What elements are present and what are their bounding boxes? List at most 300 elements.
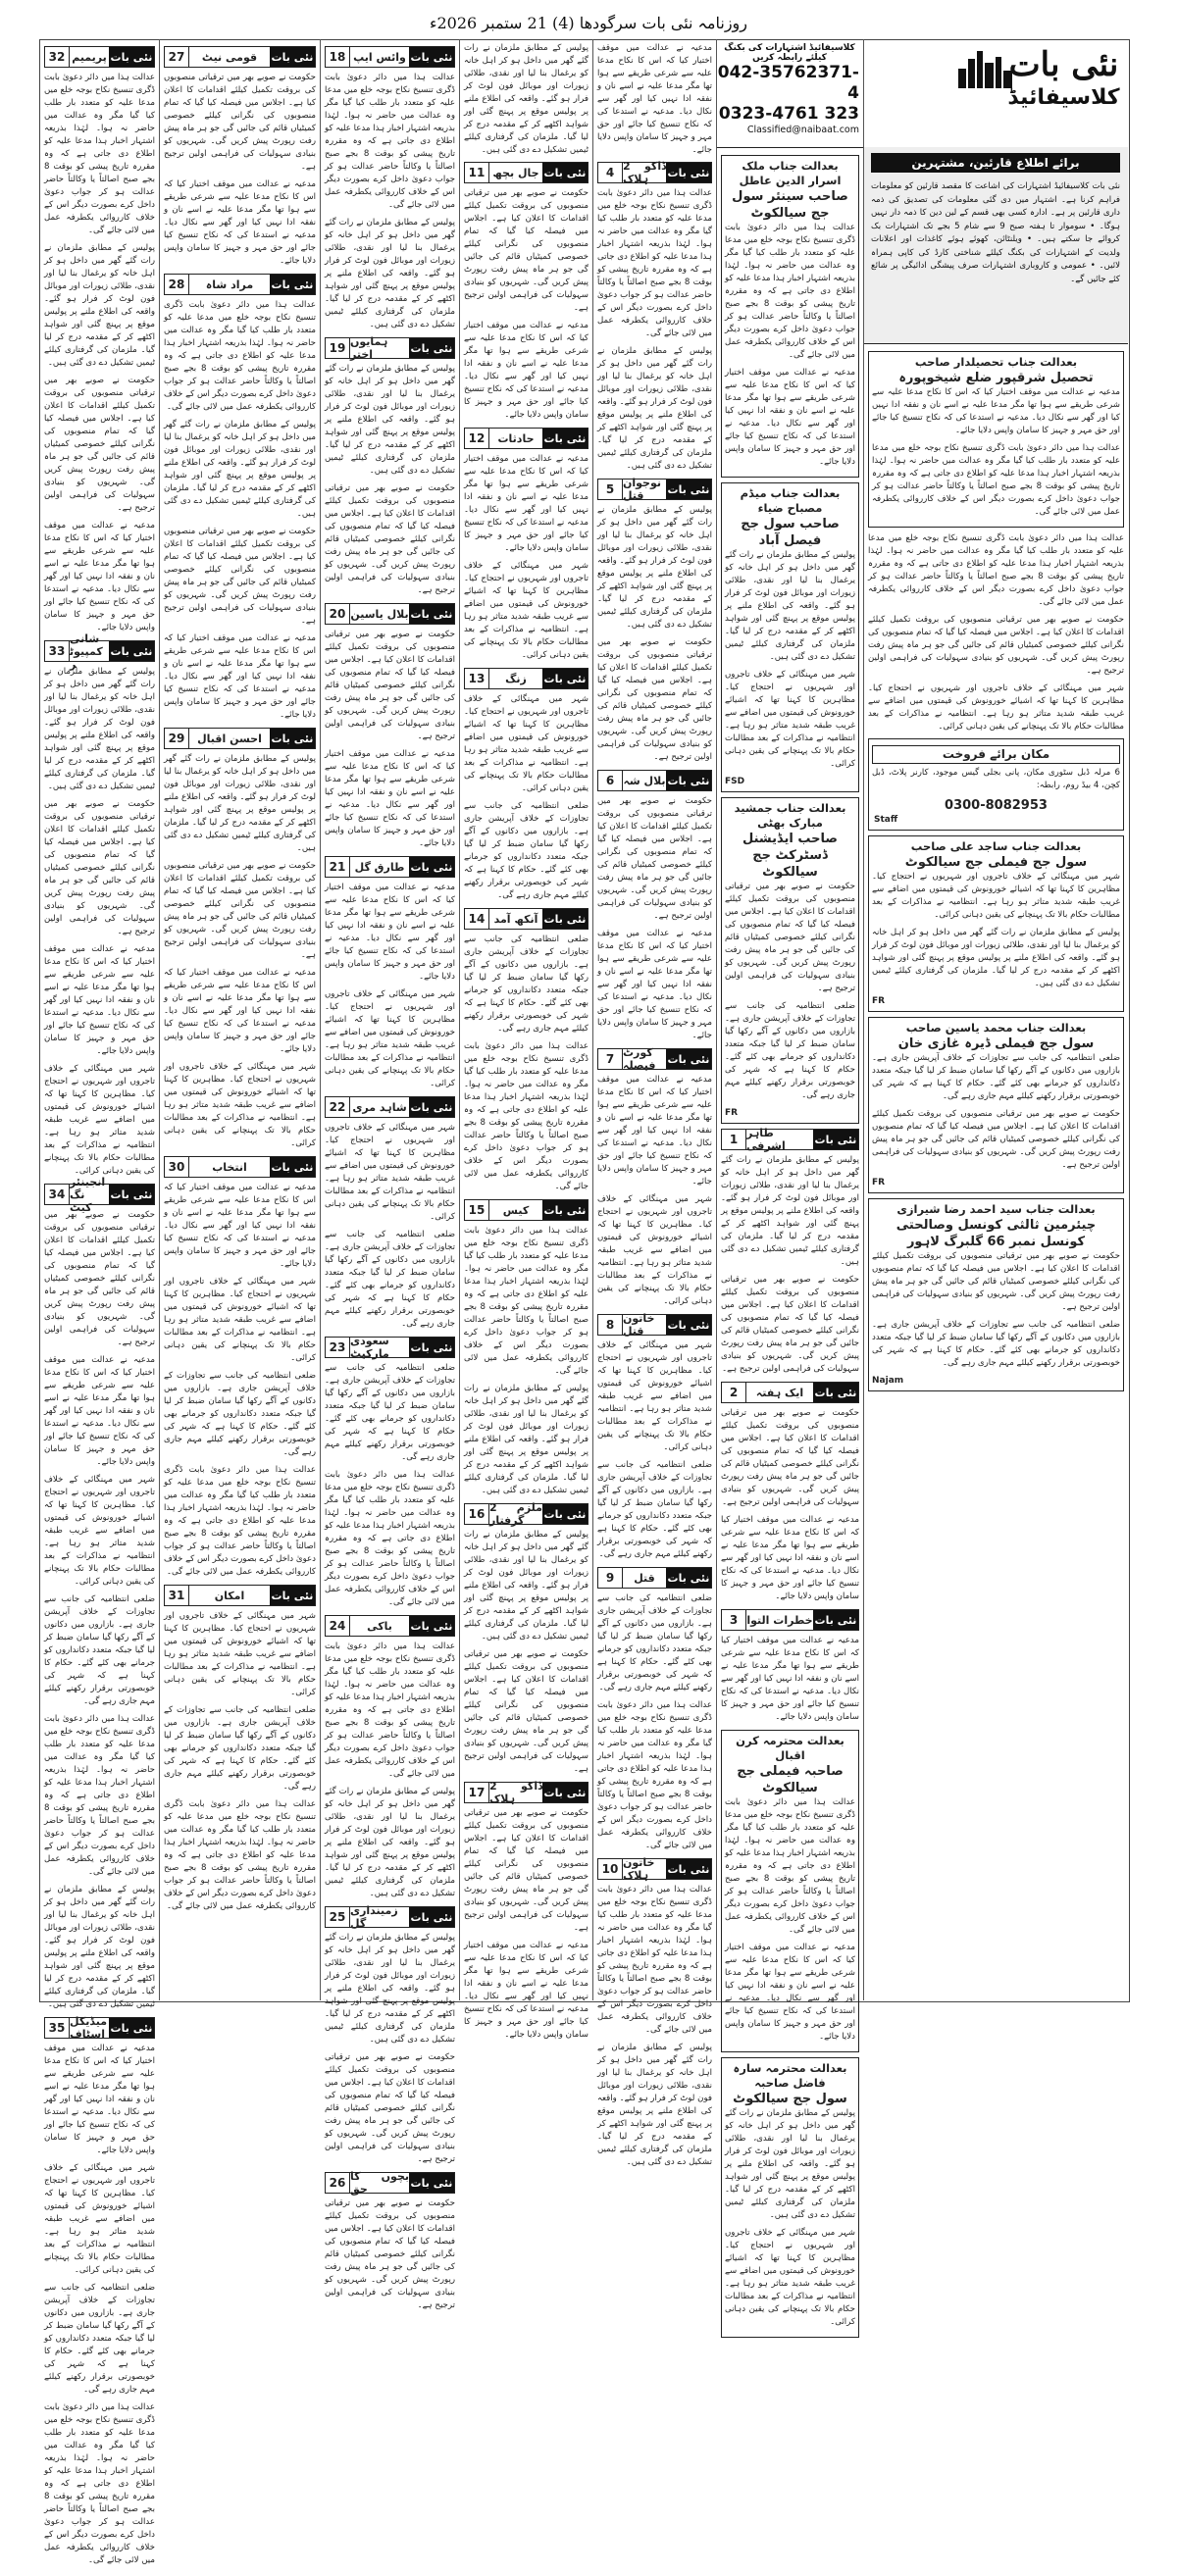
column-2 (160, 39, 320, 2000)
body-paragraph: عدالت ہذا میں دائر دعویٰ بابت ڈگری تنسیخ نکاح بوجہ خلع میں مدعا علیہ کو متعدد بار طلب کیا گیا مگر وہ عدالت میں حاضر نہ ہوا۔ لہٰذا بذریعہ اشتہار اخبار ہذا مدعا علیہ کو اطلاع دی جاتی ہے کہ وہ مقررہ تاریخ پیشی کو بوقت 8 بجے صبح اصالتاً یا وکالتاً حاضر عدالت ہو کر جواب دعویٰ داخل کرے بصورت دیگر اس کے خلاف کارروائی یکطرفہ عمل میں لائی جائے گی۔ (872, 443, 1120, 517)
body-paragraph: عدالت ہذا میں دائر دعویٰ بابت ڈگری تنسیخ نکاح بوجہ خلع میں مدعا علیہ کو متعدد بار طلب کیا گیا مگر وہ عدالت میں حاضر نہ ہوا۔ لہٰذا بذریعہ اشتہار اخبار ہذا مدعا علیہ کو اطلاع دی جاتی ہے کہ وہ مقررہ تاریخ پیشی کو بوقت 8 بجے صبح اصالتاً یا وکالتاً حاضر عدالت ہو کر جواب دعویٰ داخل کرے بصورت دیگر اس کے خلاف کارروائی یکطرفہ عمل میں لائی جائے گی۔ (464, 1226, 588, 1376)
ad-block (464, 1503, 588, 1776)
ad-header (464, 1503, 588, 1525)
ad-header (464, 1782, 588, 1803)
body-paragraph: مدعیہ نے عدالت میں موقف اختیار کیا کہ اس کا نکاح مدعا علیہ سے شرعی طریقے سے ہوا تھا مگر مدعا علیہ نے اسے نان و نفقہ ادا نہیں کیا اور گھر سے نکال دیا۔ مدعیہ نے استدعا کی کہ نکاح تنسیخ کیا جائے اور حق مہر و جہیز کا سامان واپس دلایا جائے۔ (44, 1355, 155, 1467)
ad-name: حادثات (489, 429, 542, 448)
ad-header (44, 46, 155, 68)
ad-number: 19 (326, 338, 350, 358)
ad-block (325, 1615, 455, 1900)
ad-name: کیس (489, 1200, 542, 1220)
column-1 (40, 39, 159, 2565)
ad-number: 6 (598, 771, 623, 790)
ad-brand-label: نئی بات (409, 338, 454, 358)
body-paragraph: مدعیہ نے عدالت میں موقف اختیار کیا کہ اس کا نکاح مدعا علیہ سے شرعی طریقے سے ہوا تھا مگر مدعا علیہ نے اسے نان و نفقہ ادا نہیں کیا اور گھر سے نکال دیا۔ مدعیہ نے استدعا کی کہ نکاح تنسیخ کیا جائے اور حق مہر و جہیز کا سامان واپس دلایا جائے۔ (325, 749, 455, 848)
ad-name: امکان (189, 1586, 270, 1605)
body-paragraph: عدالت ہذا میں دائر دعویٰ بابت ڈگری تنسیخ نکاح بوجہ خلع میں مدعا علیہ کو متعدد بار طلب کیا گیا مگر وہ عدالت میں حاضر نہ ہوا۔ لہٰذا بذریعہ اشتہار اخبار ہذا مدعا علیہ کو اطلاع دی جاتی ہے کہ وہ مقررہ تاریخ پیشی کو بوقت 8 بجے صبح اصالتاً یا وکالتاً حاضر عدالت ہو کر جواب دعویٰ داخل کرے بصورت دیگر اس کے خلاف کارروائی یکطرفہ عمل میں لائی جائے گی۔ (44, 73, 155, 235)
court-subtitle: تحصیل شرقپور ضلع شیخوپورہ (898, 371, 1094, 385)
ad-header (597, 479, 712, 500)
body-paragraph: مدعیہ نے عدالت میں موقف اختیار کیا کہ اس کا نکاح مدعا علیہ سے شرعی طریقے سے ہوا تھا مگر مدعا علیہ نے اسے نان و نفقہ ادا نہیں کیا اور گھر سے نکال دیا۔ مدعیہ نے استدعا کی کہ نکاح تنسیخ کیا جائے اور حق مہر و جہیز کا سامان واپس دلایا جائے۔ (164, 1183, 316, 1269)
body-paragraph: ضلعی انتظامیہ کی جانب سے تجاوزات کے خلاف آپریشن جاری ہے۔ بازاروں میں دکانوں کے آگے رکھا گیا سامان ضبط کر لیا گیا جبکہ متعدد دکانداروں کو جرمانے بھی کئے گئے۔ حکام کا کہنا ہے کہ شہر کی خوبصورتی برقرار رکھنے کیلئے مہم جاری رہے گی۔ (872, 1320, 1120, 1368)
ad-header (464, 1199, 588, 1221)
body-paragraph: عدالت ہذا میں دائر دعویٰ بابت ڈگری تنسیخ نکاح بوجہ خلع میں مدعا علیہ کو متعدد بار طلب کیا گیا مگر وہ عدالت میں حاضر نہ ہوا۔ لہٰذا بذریعہ اشتہار اخبار ہذا مدعا علیہ کو اطلاع دی جاتی ہے کہ وہ مقررہ تاریخ پیشی کو بوقت 8 بجے صبح اصالتاً یا وکالتاً حاضر عدالت ہو کر جواب دعویٰ داخل کرے بصورت دیگر اس کے خلاف کارروائی یکطرفہ عمل میں لائی جائے گی۔ (597, 1700, 712, 1850)
ad-number: 20 (326, 604, 350, 624)
reader-notice (863, 147, 1128, 344)
court-notice (721, 797, 859, 1124)
ad-number: 7 (598, 1049, 623, 1069)
ad-block (44, 631, 155, 1178)
body-paragraph: مدعیہ نے عدالت میں موقف اختیار کیا کہ اس کا نکاح مدعا علیہ سے شرعی طریقے سے ہوا تھا مگر مدعا علیہ نے اسے نان و نفقہ ادا نہیں کیا اور گھر سے نکال دیا۔ مدعیہ نے استدعا کی کہ نکاح تنسیخ کیا جائے اور حق مہر و جہیز کا سامان واپس دلایا جائے۔ (164, 968, 316, 1054)
body-paragraph: مدعیہ نے عدالت میں موقف اختیار کیا کہ اس کا نکاح مدعا علیہ سے شرعی طریقے سے ہوا تھا مگر مدعا علیہ نے اسے نان و نفقہ ادا نہیں کیا اور گھر سے نکال دیا۔ مدعیہ نے استدعا کی کہ نکاح تنسیخ کیا جائے اور حق مہر و جہیز کا سامان واپس دلایا جائے۔ (597, 43, 712, 155)
ad-brand-label: نئی بات (666, 163, 711, 182)
ad-brand-label: نئی بات (542, 1200, 588, 1220)
ad-block (325, 2172, 455, 2312)
body-paragraph: پولیس کے مطابق ملزمان نے رات گئے گھر میں داخل ہو کر اہل خانہ کو یرغمال بنا لیا اور نقدی، طلائی زیورات اور موبائل فون لوٹ کر فرار ہو گئے۔ واقعہ کی اطلاع ملنے پر پولیس موقع پر پہنچ گئی اور شواہد اکٹھے کر کے مقدمہ درج کر لیا گیا۔ ملزمان کی گرفتاری کیلئے ٹیمیں تشکیل دے دی گئی ہیں۔ (325, 218, 455, 329)
court-subtitle: چیئرمین ثالثی کونسل وصالحتی کونسل نمبر 66 گلبرگ لاہور (896, 1218, 1097, 1249)
ad-block (597, 1858, 712, 2169)
ad-name: طاہر اشرفی (746, 1130, 813, 1149)
phone-number: 042-35762371-4 (717, 63, 859, 103)
ad-name: کورٹ فیصلہ (623, 1049, 666, 1069)
body-paragraph: شہر میں مہنگائی کے خلاف تاجروں اور شہریوں نے احتجاج کیا۔ مظاہرین کا کہنا تھا کہ اشیائے خورونوش کی قیمتوں میں اضافے سے غریب طبقہ شدید متاثر ہو رہا ہے۔ انتظامیہ نے مذاکرات کے بعد مطالبات حکام بالا تک پہنچانے کی یقین دہانی کرائی۔ (44, 1064, 155, 1176)
ad-brand-label: نئی بات (409, 1097, 454, 1117)
body-paragraph: عدالت ہذا میں دائر دعویٰ بابت ڈگری تنسیخ نکاح بوجہ خلع میں مدعا علیہ کو متعدد بار طلب کیا گیا مگر وہ عدالت میں حاضر نہ ہوا۔ لہٰذا بذریعہ اشتہار اخبار ہذا مدعا علیہ کو اطلاع دی جاتی ہے کہ وہ مقررہ تاریخ پیشی کو بوقت 8 بجے صبح اصالتاً یا وکالتاً حاضر عدالت ہو کر جواب دعویٰ داخل کرے بصورت دیگر اس کے خلاف کارروائی یکطرفہ عمل میں لائی جائے گی۔ (164, 1799, 316, 1911)
ad-header (325, 856, 455, 878)
body-paragraph: حکومت نے صوبے بھر میں ترقیاتی منصوبوں کی بروقت تکمیل کیلئے اقدامات کا اعلان کیا ہے۔ اجلاس میں فیصلہ کیا گیا کہ تمام منصوبوں کی نگرانی کیلئے خصوصی کمیٹیاں قائم کی جائیں گی جو ہر ماہ پیش رفت رپورٹ پیش کریں گی۔ شہریوں کو بنیادی سہولیات کی فراہمی اولین ترجیح ہے۔ (872, 1251, 1120, 1312)
body-paragraph: شہر میں مہنگائی کے خلاف تاجروں اور شہریوں نے احتجاج کیا۔ مظاہرین کا کہنا تھا کہ اشیائے خورونوش کی قیمتوں میں اضافے سے غریب طبقہ شدید متاثر ہو رہا ہے۔ انتظامیہ نے مذاکرات کے بعد مطالبات حکام بالا تک پہنچانے کی یقین دہانی کرائی۔ (464, 561, 588, 660)
body-paragraph: مدعیہ نے عدالت میں موقف اختیار کیا کہ اس کا نکاح مدعا علیہ سے شرعی طریقے سے ہوا تھا مگر مدعا علیہ نے اسے نان و نفقہ ادا نہیں کیا اور گھر سے نکال دیا۔ مدعیہ نے استدعا کی کہ نکاح تنسیخ کیا جائے اور حق مہر و جہیز کا سامان واپس دلایا جائے۔ (872, 387, 1120, 435)
ad-brand-label: نئی بات (270, 47, 315, 67)
ad-name: بلال یاسین (350, 604, 409, 624)
court-title: بعدالت جناب ملک اسرار الدین عاطل (739, 159, 842, 187)
ad-header (597, 1567, 712, 1589)
ad-header (597, 1858, 712, 1880)
body-paragraph: شہر میں مہنگائی کے خلاف تاجروں اور شہریوں نے احتجاج کیا۔ مظاہرین کا کہنا تھا کہ اشیائے خورونوش کی قیمتوں میں اضافے سے غریب طبقہ شدید متاثر ہو رہا ہے۔ انتظامیہ نے مذاکرات کے بعد مطالبات حکام بالا تک پہنچانے کی یقین دہانی کرائی۔ (325, 989, 455, 1088)
court-title: بعدالت محترمہ کرن اقبال (736, 1734, 844, 1762)
body-paragraph: عدالت ہذا میں دائر دعویٰ بابت ڈگری تنسیخ نکاح بوجہ خلع میں مدعا علیہ کو متعدد بار طلب کیا گیا مگر وہ عدالت میں حاضر نہ ہوا۔ لہٰذا بذریعہ اشتہار اخبار ہذا مدعا علیہ کو اطلاع دی جاتی ہے کہ وہ مقررہ تاریخ پیشی کو بوقت 8 بجے صبح اصالتاً یا وکالتاً حاضر عدالت ہو کر جواب دعویٰ داخل کرے بصورت دیگر اس کے خلاف کارروائی یکطرفہ عمل میں لائی جائے گی۔ (325, 73, 455, 210)
ad-header (164, 274, 316, 295)
body-paragraph: مدعیہ نے عدالت میں موقف اختیار کیا کہ اس کا نکاح مدعا علیہ سے شرعی طریقے سے ہوا تھا مگر مدعا علیہ نے اسے نان و نفقہ ادا نہیں کیا اور گھر سے نکال دیا۔ مدعیہ نے استدعا کی کہ نکاح تنسیخ کیا جائے اور حق مہر و جہیز کا سامان واپس دلایا جائے۔ (597, 929, 712, 1040)
ad-brand-label: نئی بات (666, 480, 711, 499)
ad-name: زمینداری گل (350, 1907, 409, 1927)
body-paragraph: مدعیہ نے عدالت میں موقف اختیار کیا کہ اس کا نکاح مدعا علیہ سے شرعی طریقے سے ہوا تھا مگر مدعا علیہ نے اسے نان و نفقہ ادا نہیں کیا اور گھر سے نکال دیا۔ مدعیہ نے استدعا کی کہ نکاح تنسیخ کیا جائے اور حق مہر و جہیز کا سامان واپس دلایا جائے۔ (44, 2044, 155, 2155)
ad-name: ایک ہفتہ (746, 1383, 813, 1402)
body-paragraph: پولیس کے مطابق ملزمان نے رات گئے گھر میں داخل ہو کر اہل خانہ کو یرغمال بنا لیا اور نقدی، طلائی زیورات اور موبائل فون لوٹ کر فرار ہو گئے۔ واقعہ کی اطلاع ملنے پر پولیس موقع پر پہنچ گئی اور شواہد اکٹھے کر کے مقدمہ درج کر لیا گیا۔ ملزمان کی گرفتاری کیلئے ٹیمیں تشکیل دے دی گئی ہیں۔ (464, 1530, 588, 1642)
rent-ad-signature: Staff (874, 815, 898, 825)
ad-header (325, 603, 455, 625)
ad-brand-label: نئی بات (542, 1783, 588, 1802)
ad-block (325, 1906, 455, 2166)
court-title: بعدالت جناب جمشید مبارک بھٹی (734, 801, 846, 830)
body-paragraph: مدعیہ نے عدالت میں موقف اختیار کیا کہ اس کا نکاح مدعا علیہ سے شرعی طریقے سے ہوا تھا مگر مدعا علیہ نے اسے نان و نفقہ ادا نہیں کیا اور گھر سے نکال دیا۔ مدعیہ نے استدعا کی کہ نکاح تنسیخ کیا جائے اور حق مہر و جہیز کا سامان واپس دلایا جائے۔ (164, 633, 316, 720)
body-paragraph: حکومت نے صوبے بھر میں ترقیاتی منصوبوں کی بروقت تکمیل کیلئے اقدامات کا اعلان کیا ہے۔ اجلاس میں فیصلہ کیا گیا کہ تمام منصوبوں کی نگرانی کیلئے خصوصی کمیٹیاں قائم کی جائیں گی جو ہر ماہ پیش رفت رپورٹ پیش کریں گی۔ شہریوں کو بنیادی سہولیات کی فراہمی اولین ترجیح ہے۔ (725, 882, 855, 993)
ad-name: بچوں کا حق (350, 2170, 409, 2196)
court-title: بعدالت جناب سید احمد رضا شیرازی (896, 1202, 1096, 1216)
body-paragraph: عدالت ہذا میں دائر دعویٰ بابت ڈگری تنسیخ نکاح بوجہ خلع میں مدعا علیہ کو متعدد بار طلب کیا گیا مگر وہ عدالت میں حاضر نہ ہوا۔ لہٰذا بذریعہ اشتہار اخبار ہذا مدعا علیہ کو اطلاع دی جاتی ہے کہ وہ مقررہ تاریخ پیشی کو بوقت 8 بجے صبح اصالتاً یا وکالتاً حاضر عدالت ہو کر جواب دعویٰ داخل کرے بصورت دیگر اس کے خلاف کارروائی یکطرفہ عمل میں لائی جائے گی۔ (325, 1642, 455, 1779)
contact-box (716, 39, 863, 148)
ad-number: 27 (165, 47, 189, 67)
court-notice (868, 351, 1124, 528)
ad-name: قتل (623, 1568, 666, 1588)
ad-number: 31 (165, 1586, 189, 1605)
ad-brand-label: نئی بات (666, 771, 711, 790)
ad-brand-label: نئی بات (542, 909, 588, 929)
body-paragraph: شہر میں مہنگائی کے خلاف تاجروں اور شہریوں نے احتجاج کیا۔ مظاہرین کا کہنا تھا کہ اشیائے خورونوش کی قیمتوں میں اضافے سے غریب طبقہ شدید متاثر ہو رہا ہے۔ انتظامیہ نے مذاکرات کے بعد مطالبات حکام بالا تک پہنچانے کی یقین دہانی کرائی۔ (597, 1340, 712, 1452)
ad-header (325, 337, 455, 359)
email-address: Classified@naibaat.com (746, 125, 859, 135)
ad-block (597, 162, 712, 473)
ad-header (464, 428, 588, 449)
court-subtitle: صاحب سینئر سول جج سیالکوٹ (732, 189, 848, 221)
ad-brand-label: نئی بات (409, 604, 454, 624)
body-paragraph: مدعیہ نے عدالت میں موقف اختیار کیا کہ اس کا نکاح مدعا علیہ سے شرعی طریقے سے ہوا تھا مگر مدعا علیہ نے اسے نان و نفقہ ادا نہیں کیا اور گھر سے نکال دیا۔ مدعیہ نے استدعا کی کہ نکاح تنسیخ کیا جائے اور حق مہر و جہیز کا سامان واپس دلایا جائے۔ (725, 368, 855, 467)
ad-name: بلال شہ (623, 771, 666, 790)
ad-block (44, 2017, 155, 2567)
body-paragraph: شہر میں مہنگائی کے خلاف تاجروں اور شہریوں نے احتجاج کیا۔ مظاہرین کا کہنا تھا کہ اشیائے خورونوش کی قیمتوں میں اضافے سے غریب طبقہ شدید متاثر ہو رہا ہے۔ انتظامیہ نے مذاکرات کے بعد مطالبات حکام بالا تک پہنچانے کی یقین دہانی کرائی۔ (597, 1194, 712, 1306)
ad-block (164, 46, 316, 268)
ad-header (464, 668, 588, 689)
body-paragraph: مدعیہ نے عدالت میں موقف اختیار کیا کہ اس کا نکاح مدعا علیہ سے شرعی طریقے سے ہوا تھا مگر مدعا علیہ نے اسے نان و نفقہ ادا نہیں کیا اور گھر سے نکال دیا۔ مدعیہ نے استدعا کی کہ نکاح تنسیخ کیا جائے اور حق مہر و جہیز کا سامان واپس دلایا جائے۔ (44, 944, 155, 1056)
ad-block (44, 46, 155, 634)
ad-header (597, 770, 712, 791)
body-paragraph: عدالت ہذا میں دائر دعویٰ بابت ڈگری تنسیخ نکاح بوجہ خلع میں مدعا علیہ کو متعدد بار طلب کیا گیا مگر وہ عدالت میں حاضر نہ ہوا۔ لہٰذا بذریعہ اشتہار اخبار ہذا مدعا علیہ کو اطلاع دی جاتی ہے کہ وہ مقررہ تاریخ پیشی کو بوقت 8 بجے صبح اصالتاً یا وکالتاً حاضر عدالت ہو کر جواب دعویٰ داخل کرے بصورت دیگر اس کے خلاف کارروائی یکطرفہ عمل میں لائی جائے گی۔ (44, 2402, 155, 2565)
court-subtitle: سول جج فیملی جج سیالکوٹ (904, 855, 1088, 870)
body-paragraph: پولیس کے مطابق ملزمان نے رات گئے گھر میں داخل ہو کر اہل خانہ کو یرغمال بنا لیا اور نقدی، طلائی زیورات اور موبائل فون لوٹ کر فرار ہو گئے۔ واقعہ کی اطلاع ملنے پر پولیس موقع پر پہنچ گئی اور شواہد اکٹھے کر کے مقدمہ درج کر لیا گیا۔ ملزمان کی گرفتاری کیلئے ٹیمیں تشکیل دے دی گئی ہیں۔ (464, 1384, 588, 1495)
ad-block (597, 479, 712, 764)
ad-name: خاتون ہلاک (623, 1859, 666, 1879)
ad-block (325, 1096, 455, 1331)
body-paragraph: پولیس کے مطابق ملزمان نے رات گئے گھر میں داخل ہو کر اہل خانہ کو یرغمال بنا لیا اور نقدی، طلائی زیورات اور موبائل فون لوٹ کر فرار ہو گئے۔ واقعہ کی اطلاع ملنے پر پولیس موقع پر پہنچ گئی اور شواہد اکٹھے کر کے مقدمہ درج کر لیا گیا۔ ملزمان کی گرفتاری کیلئے ٹیمیں تشکیل دے دی گئی ہیں۔ (872, 928, 1120, 988)
body-paragraph: مدعیہ نے عدالت میں موقف اختیار کیا کہ اس کا نکاح مدعا علیہ سے شرعی طریقے سے ہوا تھا مگر مدعا علیہ نے اسے نان و نفقہ ادا نہیں کیا اور گھر سے نکال دیا۔ مدعیہ نے استدعا کی کہ نکاح تنسیخ کیا جائے اور حق مہر و جہیز کا سامان واپس دلایا جائے۔ (464, 1941, 588, 2040)
rent-ad-title: مکان برائے فروخت (872, 745, 1120, 764)
ad-header (721, 1129, 859, 1150)
ad-number: 29 (165, 729, 189, 748)
rent-ad (868, 738, 1124, 831)
mobile-number: 0323-4761 323 (718, 104, 859, 124)
court-notice (721, 1730, 859, 2052)
body-paragraph: پولیس کے مطابق ملزمان نے رات گئے گھر میں داخل ہو کر اہل خانہ کو یرغمال بنا لیا اور نقدی، طلائی زیورات اور موبائل فون لوٹ کر فرار ہو گئے۔ واقعہ کی اطلاع ملنے پر پولیس موقع پر پہنچ گئی اور شواہد اکٹھے کر کے مقدمہ درج کر لیا گیا۔ ملزمان کی گرفتاری کیلئے ٹیمیں تشکیل دے دی گئی ہیں۔ (325, 1787, 455, 1898)
court-notice (721, 155, 859, 478)
ad-number: 3 (722, 1610, 746, 1630)
ad-header (44, 2017, 155, 2039)
ad-header (325, 46, 455, 68)
court-title: بعدالت محترمہ سارہ فاضل صاحبہ (733, 2061, 847, 2090)
body-paragraph: حکومت نے صوبے بھر میں ترقیاتی منصوبوں کی بروقت تکمیل کیلئے اقدامات کا اعلان کیا ہے۔ اجلاس میں فیصلہ کیا گیا کہ تمام منصوبوں کی نگرانی کیلئے خصوصی کمیٹیاں قائم کی جائیں گی جو ہر ماہ پیش رفت رپورٹ پیش کریں گی۔ شہریوں کو بنیادی سہولیات کی فراہمی اولین ترجیح ہے۔ (597, 637, 712, 762)
body-paragraph: پولیس کے مطابق ملزمان نے رات گئے گھر میں داخل ہو کر اہل خانہ کو یرغمال بنا لیا اور نقدی، طلائی زیورات اور موبائل فون لوٹ کر فرار ہو گئے۔ واقعہ کی اطلاع ملنے پر پولیس موقع پر پہنچ گئی اور شواہد اکٹھے کر کے مقدمہ درج کر لیا گیا۔ ملزمان کی گرفتاری کیلئے ٹیمیں تشکیل دے دی گئی ہیں۔ (597, 2043, 712, 2167)
body-paragraph: حکومت نے صوبے بھر میں ترقیاتی منصوبوں کی بروقت تکمیل کیلئے اقدامات کا اعلان کیا ہے۔ اجلاس میں فیصلہ کیا گیا کہ تمام منصوبوں کی نگرانی کیلئے خصوصی کمیٹیاں قائم کی جائیں گی جو ہر ماہ پیش رفت رپورٹ پیش کریں گی۔ شہریوں کو بنیادی سہولیات کی فراہمی اولین ترجیح ہے۔ (597, 796, 712, 921)
ad-name: جال بچھ (489, 163, 542, 182)
ad-header (325, 2172, 455, 2194)
ad-block (464, 162, 588, 422)
body-paragraph: شہر میں مہنگائی کے خلاف تاجروں اور شہریوں نے احتجاج کیا۔ مظاہرین کا کہنا تھا کہ اشیائے خورونوش کی قیمتوں میں اضافے سے غریب طبقہ شدید متاثر ہو رہا ہے۔ انتظامیہ نے مذاکرات کے بعد مطالبات حکام بالا تک پہنچانے کی یقین دہانی کرائی۔ (725, 670, 855, 769)
body-paragraph: حکومت نے صوبے بھر میں ترقیاتی منصوبوں کی بروقت تکمیل کیلئے اقدامات کا اعلان کیا ہے۔ اجلاس میں فیصلہ کیا گیا کہ تمام منصوبوں کی نگرانی کیلئے خصوصی کمیٹیاں قائم کی جائیں گی جو ہر ماہ پیش رفت رپورٹ پیش کریں گی۔ شہریوں کو بنیادی سہولیات کی فراہمی اولین ترجیح ہے۔ (44, 1210, 155, 1347)
ad-block (464, 1199, 588, 1497)
ad-header (44, 1175, 155, 1214)
body-paragraph: شہر میں مہنگائی کے خلاف تاجروں اور شہریوں نے احتجاج کیا۔ مظاہرین کا کہنا تھا کہ اشیائے خورونوش کی قیمتوں میں اضافے سے غریب طبقہ شدید متاثر ہو رہا ہے۔ انتظامیہ نے مذاکرات کے بعد مطالبات حکام بالا تک پہنچانے کی یقین دہانی کرائی۔ (325, 1123, 455, 1222)
ad-brand-label: نئی بات (666, 1049, 711, 1069)
ad-name: وائس ایپ (350, 47, 409, 67)
body-paragraph: پولیس کے مطابق ملزمان نے رات گئے گھر میں داخل ہو کر اہل خانہ کو یرغمال بنا لیا اور نقدی، طلائی زیورات اور موبائل فون لوٹ کر فرار ہو گئے۔ واقعہ کی اطلاع ملنے پر پولیس موقع پر پہنچ گئی اور شواہد اکٹھے کر کے مقدمہ درج کر لیا گیا۔ ملزمان کی گرفتاری کیلئے ٹیمیں تشکیل دے دی گئی ہیں۔ (44, 667, 155, 791)
ad-number: 18 (326, 47, 350, 67)
body-paragraph: حکومت نے صوبے بھر میں ترقیاتی منصوبوں کی بروقت تکمیل کیلئے اقدامات کا اعلان کیا ہے۔ اجلاس میں فیصلہ کیا گیا کہ تمام منصوبوں کی نگرانی کیلئے خصوصی کمیٹیاں قائم کی جائیں گی جو ہر ماہ پیش رفت رپورٹ پیش کریں گی۔ شہریوں کو بنیادی سہولیات کی فراہمی اولین ترجیح ہے۔ (325, 2052, 455, 2164)
ad-number: 24 (326, 1616, 350, 1636)
ad-brand-label: نئی بات (409, 1907, 454, 1927)
body-paragraph: مدعیہ نے عدالت میں موقف اختیار کیا کہ اس کا نکاح مدعا علیہ سے شرعی طریقے سے ہوا تھا مگر مدعا علیہ نے اسے نان و نفقہ ادا نہیں کیا اور گھر سے نکال دیا۔ مدعیہ نے استدعا کی کہ نکاح تنسیخ کیا جائے اور حق مہر و جہیز کا سامان واپس دلایا جائے۔ (464, 321, 588, 420)
body-paragraph: حکومت نے صوبے بھر میں ترقیاتی منصوبوں کی بروقت تکمیل کیلئے اقدامات کا اعلان کیا ہے۔ اجلاس میں فیصلہ کیا گیا کہ تمام منصوبوں کی نگرانی کیلئے خصوصی کمیٹیاں قائم کی جائیں گی جو ہر ماہ پیش رفت رپورٹ پیش کریں گی۔ شہریوں کو بنیادی سہولیات کی فراہمی اولین ترجیح ہے۔ (721, 1275, 859, 1374)
ad-block (597, 1048, 712, 1308)
ad-number: 16 (465, 1504, 489, 1524)
ad-header (721, 1382, 859, 1403)
ad-brand-label: نئی بات (666, 1568, 711, 1588)
column-5 (593, 39, 716, 2167)
ad-brand-label: نئی بات (270, 729, 315, 748)
ad-block (44, 1175, 155, 2011)
body-paragraph: پولیس کے مطابق ملزمان نے رات گئے گھر میں داخل ہو کر اہل خانہ کو یرغمال بنا لیا اور نقدی، طلائی زیورات اور موبائل فون لوٹ کر فرار ہو گئے۔ واقعہ کی اطلاع ملنے پر پولیس موقع پر پہنچ گئی اور شواہد اکٹھے کر کے مقدمہ درج کر لیا گیا۔ ملزمان کی گرفتاری کیلئے ٹیمیں تشکیل دے دی گئی ہیں۔ (164, 420, 316, 519)
body-paragraph: مدعیہ نے عدالت میں موقف اختیار کیا کہ اس کا نکاح مدعا علیہ سے شرعی طریقے سے ہوا تھا مگر مدعا علیہ نے اسے نان و نفقہ ادا نہیں کیا اور گھر سے نکال دیا۔ مدعیہ نے استدعا کی کہ نکاح تنسیخ کیا جائے اور حق مہر و جہیز کا سامان واپس دلایا جائے۔ (597, 1075, 712, 1187)
court-title: بعدالت جناب محمد یاسین صاحب (905, 1021, 1087, 1035)
court-title: بعدالت جناب میڈم مصباح ضیاء (740, 486, 841, 515)
ad-header (464, 162, 588, 183)
ad-block (721, 1382, 859, 1603)
ad-block (164, 728, 316, 1150)
body-paragraph: حکومت نے صوبے بھر میں ترقیاتی منصوبوں کی بروقت تکمیل کیلئے اقدامات کا اعلان کیا ہے۔ اجلاس میں فیصلہ کیا گیا کہ تمام منصوبوں کی نگرانی کیلئے خصوصی کمیٹیاں قائم کی جائیں گی جو ہر ماہ پیش رفت رپورٹ پیش کریں گی۔ شہریوں کو بنیادی سہولیات کی فراہمی اولین ترجیح ہے۔ (325, 2198, 455, 2310)
ad-name: مراد شاہ (189, 275, 270, 294)
ad-number: 26 (326, 2173, 350, 2193)
ad-brand-label: نئی بات (270, 275, 315, 294)
body-paragraph: عدالت ہذا میں دائر دعویٰ بابت ڈگری تنسیخ نکاح بوجہ خلع میں مدعا علیہ کو متعدد بار طلب کیا گیا مگر وہ عدالت میں حاضر نہ ہوا۔ لہٰذا بذریعہ اشتہار اخبار ہذا مدعا علیہ کو اطلاع دی جاتی ہے کہ وہ مقررہ تاریخ پیشی کو بوقت 8 بجے صبح اصالتاً یا وکالتاً حاضر عدالت ہو کر جواب دعویٰ داخل کرے بصورت دیگر اس کے خلاف کارروائی یکطرفہ عمل میں لائی جائے گی۔ (44, 1714, 155, 1877)
body-paragraph: پولیس کے مطابق ملزمان نے رات گئے گھر میں داخل ہو کر اہل خانہ کو یرغمال بنا لیا اور نقدی، طلائی زیورات اور موبائل فون لوٹ کر فرار ہو گئے۔ واقعہ کی اطلاع ملنے پر پولیس موقع پر پہنچ گئی اور شواہد اکٹھے کر کے مقدمہ درج کر لیا گیا۔ ملزمان کی گرفتاری کیلئے ٹیمیں تشکیل دے دی گئی ہیں۔ (464, 43, 588, 155)
logo-bottom: کلاسیفائیڈ (1007, 85, 1120, 110)
ad-number: 15 (465, 1200, 489, 1220)
ad-block (464, 668, 588, 902)
body-paragraph: مدعیہ نے عدالت میں موقف اختیار کیا کہ اس کا نکاح مدعا علیہ سے شرعی طریقے سے ہوا تھا مگر مدعا علیہ نے اسے نان و نفقہ ادا نہیں کیا اور گھر سے نکال دیا۔ مدعیہ نے استدعا کی کہ نکاح تنسیخ کیا جائے اور حق مہر و جہیز کا سامان واپس دلایا جائے۔ (464, 454, 588, 553)
ad-name: سعودی مارکیٹ (350, 1338, 409, 1357)
ad-number: 17 (465, 1783, 489, 1802)
body-paragraph: شہر میں مہنگائی کے خلاف تاجروں اور شہریوں نے احتجاج کیا۔ مظاہرین کا کہنا تھا کہ اشیائے خورونوش کی قیمتوں میں اضافے سے غریب طبقہ شدید متاثر ہو رہا ہے۔ انتظامیہ نے مذاکرات کے بعد مطالبات حکام بالا تک پہنچانے کی یقین دہانی کرائی۔ (725, 2228, 855, 2327)
ad-header (721, 1609, 859, 1631)
ad-name: ہمایوں اختر (350, 338, 409, 358)
ad-brand-label: نئی بات (542, 669, 588, 688)
body-paragraph: حکومت نے صوبے بھر میں ترقیاتی منصوبوں کی بروقت تکمیل کیلئے اقدامات کا اعلان کیا ہے۔ اجلاس میں فیصلہ کیا گیا کہ تمام منصوبوں کی نگرانی کیلئے خصوصی کمیٹیاں قائم کی جائیں گی جو ہر ماہ پیش رفت رپورٹ پیش کریں گی۔ شہریوں کو بنیادی سہولیات کی فراہمی اولین ترجیح ہے۔ (464, 1649, 588, 1774)
body-paragraph: پولیس کے مطابق ملزمان نے رات گئے گھر میں داخل ہو کر اہل خانہ کو یرغمال بنا لیا اور نقدی، طلائی زیورات اور موبائل فون لوٹ کر فرار ہو گئے۔ واقعہ کی اطلاع ملنے پر پولیس موقع پر پہنچ گئی اور شواہد اکٹھے کر کے مقدمہ درج کر لیا گیا۔ ملزمان کی گرفتاری کیلئے ٹیمیں تشکیل دے دی گئی ہیں۔ (725, 550, 855, 662)
ad-block (325, 337, 455, 597)
ad-block (164, 1585, 316, 1913)
column-7 (864, 343, 1128, 2000)
body-paragraph: پولیس کے مطابق ملزمان نے رات گئے گھر میں داخل ہو کر اہل خانہ کو یرغمال بنا لیا اور نقدی، طلائی زیورات اور موبائل فون لوٹ کر فرار ہو گئے۔ واقعہ کی اطلاع ملنے پر پولیس موقع پر پہنچ گئی اور شواہد اکٹھے کر کے مقدمہ درج کر لیا گیا۔ ملزمان کی گرفتاری کیلئے ٹیمیں تشکیل دے دی گئی ہیں۔ (325, 1933, 455, 2045)
ad-number: 4 (598, 163, 623, 182)
column-3 (321, 39, 459, 2310)
body-paragraph: عدالت ہذا میں دائر دعویٰ بابت ڈگری تنسیخ نکاح بوجہ خلع میں مدعا علیہ کو متعدد بار طلب کیا گیا مگر وہ عدالت میں حاضر نہ ہوا۔ لہٰذا بذریعہ اشتہار اخبار ہذا مدعا علیہ کو اطلاع دی جاتی ہے کہ وہ مقررہ تاریخ پیشی کو بوقت 8 بجے صبح اصالتاً یا وکالتاً حاضر عدالت ہو کر جواب دعویٰ داخل کرے بصورت دیگر اس کے خلاف کارروائی یکطرفہ عمل میں لائی جائے گی۔ (325, 1470, 455, 1607)
ad-number: 9 (598, 1568, 623, 1588)
court-notice (868, 835, 1124, 1012)
body-paragraph: عدالت ہذا میں دائر دعویٰ بابت ڈگری تنسیخ نکاح بوجہ خلع میں مدعا علیہ کو متعدد بار طلب کیا گیا مگر وہ عدالت میں حاضر نہ ہوا۔ لہٰذا بذریعہ اشتہار اخبار ہذا مدعا علیہ کو اطلاع دی جاتی ہے کہ وہ مقررہ تاریخ پیشی کو بوقت 8 بجے صبح اصالتاً یا وکالتاً حاضر عدالت ہو کر جواب دعویٰ داخل کرے بصورت دیگر اس کے خلاف کارروائی یکطرفہ عمل میں لائی جائے گی۔ (725, 1797, 855, 1935)
court-subtitle: صاحبہ فیملی جج سیالکوٹ (737, 1764, 844, 1795)
ad-name: خاتون قتل (623, 1315, 666, 1335)
ad-name: خطرات التوا (746, 1610, 813, 1630)
body-paragraph: پولیس کے مطابق ملزمان نے رات گئے گھر میں داخل ہو کر اہل خانہ کو یرغمال بنا لیا اور نقدی، طلائی زیورات اور موبائل فون لوٹ کر فرار ہو گئے۔ واقعہ کی اطلاع ملنے پر پولیس موقع پر پہنچ گئی اور شواہد اکٹھے کر کے مقدمہ درج کر لیا گیا۔ ملزمان کی گرفتاری کیلئے ٹیمیں تشکیل دے دی گئی ہیں۔ (725, 2108, 855, 2220)
body-paragraph: پولیس کے مطابق ملزمان نے رات گئے گھر میں داخل ہو کر اہل خانہ کو یرغمال بنا لیا اور نقدی، طلائی زیورات اور موبائل فون لوٹ کر فرار ہو گئے۔ واقعہ کی اطلاع ملنے پر پولیس موقع پر پہنچ گئی اور شواہد اکٹھے کر کے مقدمہ درج کر لیا گیا۔ ملزمان کی گرفتاری کیلئے ٹیمیں تشکیل دے دی گئی ہیں۔ (44, 243, 155, 368)
ad-brand-label: نئی بات (542, 1504, 588, 1524)
dateline: روزنامہ نئی بات سرگودھا (4) 21 ستمبر 2026ء (429, 14, 748, 32)
body-paragraph: شہر میں مہنگائی کے خلاف تاجروں اور شہریوں نے احتجاج کیا۔ مظاہرین کا کہنا تھا کہ اشیائے خورونوش کی قیمتوں میں اضافے سے غریب طبقہ شدید متاثر ہو رہا ہے۔ انتظامیہ نے مذاکرات کے بعد مطالبات حکام بالا تک پہنچانے کی یقین دہانی کرائی۔ (44, 1475, 155, 1587)
body-paragraph: ضلعی انتظامیہ کی جانب سے تجاوزات کے خلاف آپریشن جاری ہے۔ بازاروں میں دکانوں کے آگے رکھا گیا سامان ضبط کر لیا گیا جبکہ متعدد دکانداروں کو جرمانے بھی کئے گئے۔ حکام کا کہنا ہے کہ شہر کی خوبصورتی برقرار رکھنے کیلئے مہم جاری رہے گی۔ (597, 1593, 712, 1692)
body-paragraph: ضلعی انتظامیہ کی جانب سے تجاوزات کے خلاف آپریشن جاری ہے۔ بازاروں میں دکانوں کے آگے رکھا گیا سامان ضبط کر لیا گیا جبکہ متعدد دکانداروں کو جرمانے بھی کئے گئے۔ حکام کا کہنا ہے کہ شہر کی خوبصورتی برقرار رکھنے کیلئے مہم جاری رہے گی۔ (325, 1363, 455, 1462)
body-paragraph: حکومت نے صوبے بھر میں ترقیاتی منصوبوں کی بروقت تکمیل کیلئے اقدامات کا اعلان کیا ہے۔ اجلاس میں فیصلہ کیا گیا کہ تمام منصوبوں کی نگرانی کیلئے خصوصی کمیٹیاں قائم کی جائیں گی جو ہر ماہ پیش رفت رپورٹ پیش کریں گی۔ شہریوں کو بنیادی سہولیات کی فراہمی اولین ترجیح ہے۔ (464, 1808, 588, 1933)
ad-number: 2 (722, 1383, 746, 1402)
ad-name: 2 ڈاکو ہلاک (489, 1780, 542, 1805)
ad-brand-label: نئی بات (109, 2018, 154, 2038)
ad-number: 14 (465, 909, 489, 929)
ad-brand-label: نئی بات (813, 1610, 858, 1630)
ad-block (721, 1129, 859, 1376)
body-paragraph: مدعیہ نے عدالت میں موقف اختیار کیا کہ اس کا نکاح مدعا علیہ سے شرعی طریقے سے ہوا تھا مگر مدعا علیہ نے اسے نان و نفقہ ادا نہیں کیا اور گھر سے نکال دیا۔ مدعیہ نے استدعا کی کہ نکاح تنسیخ کیا جائے اور حق مہر و جہیز کا سامان واپس دلایا جائے۔ (44, 521, 155, 632)
ad-number: 28 (165, 275, 189, 294)
body-paragraph: پولیس کے مطابق ملزمان نے رات گئے گھر میں داخل ہو کر اہل خانہ کو یرغمال بنا لیا اور نقدی، طلائی زیورات اور موبائل فون لوٹ کر فرار ہو گئے۔ واقعہ کی اطلاع ملنے پر پولیس موقع پر پہنچ گئی اور شواہد اکٹھے کر کے مقدمہ درج کر لیا گیا۔ ملزمان کی گرفتاری کیلئے ٹیمیں تشکیل دے دی گئی ہیں۔ (597, 505, 712, 630)
body-paragraph: پولیس کے مطابق ملزمان نے رات گئے گھر میں داخل ہو کر اہل خانہ کو یرغمال بنا لیا اور نقدی، طلائی زیورات اور موبائل فون لوٹ کر فرار ہو گئے۔ واقعہ کی اطلاع ملنے پر پولیس موقع پر پہنچ گئی اور شواہد اکٹھے کر کے مقدمہ درج کر لیا گیا۔ ملزمان کی گرفتاری کیلئے ٹیمیں تشکیل دے دی گئی ہیں۔ (597, 346, 712, 471)
body-paragraph: ضلعی انتظامیہ کی جانب سے تجاوزات کے خلاف آپریشن جاری ہے۔ بازاروں میں دکانوں کے آگے رکھا گیا سامان ضبط کر لیا گیا جبکہ متعدد دکانداروں کو جرمانے بھی کئے گئے۔ حکام کا کہنا ہے کہ شہر کی خوبصورتی برقرار رکھنے کیلئے مہم جاری رہے گی۔ (464, 801, 588, 900)
body-paragraph: پولیس کے مطابق ملزمان نے رات گئے گھر میں داخل ہو کر اہل خانہ کو یرغمال بنا لیا اور نقدی، طلائی زیورات اور موبائل فون لوٹ کر فرار ہو گئے۔ واقعہ کی اطلاع ملنے پر پولیس موقع پر پہنچ گئی اور شواہد اکٹھے کر کے مقدمہ درج کر لیا گیا۔ ملزمان کی گرفتاری کیلئے ٹیمیں تشکیل دے دی گئی ہیں۔ (44, 1885, 155, 2009)
ad-number: 33 (45, 641, 70, 661)
ad-brand-label: نئی بات (109, 641, 154, 661)
body-paragraph: عدالت ہذا میں دائر دعویٰ بابت ڈگری تنسیخ نکاح بوجہ خلع میں مدعا علیہ کو متعدد بار طلب کیا گیا مگر وہ عدالت میں حاضر نہ ہوا۔ لہٰذا بذریعہ اشتہار اخبار ہذا مدعا علیہ کو اطلاع دی جاتی ہے کہ وہ مقررہ تاریخ پیشی کو بوقت 8 بجے صبح اصالتاً یا وکالتاً حاضر عدالت ہو کر جواب دعویٰ داخل کرے بصورت دیگر اس کے خلاف کارروائی یکطرفہ عمل میں لائی جائے گی۔ (597, 1885, 712, 2035)
ad-block (325, 603, 455, 850)
ad-number: 35 (45, 2018, 70, 2038)
court-tag: Najam (872, 1376, 904, 1386)
body-paragraph: حکومت نے صوبے بھر میں ترقیاتی منصوبوں کی بروقت تکمیل کیلئے اقدامات کا اعلان کیا ہے۔ اجلاس میں فیصلہ کیا گیا کہ تمام منصوبوں کی نگرانی کیلئے خصوصی کمیٹیاں قائم کی جائیں گی جو ہر ماہ پیش رفت رپورٹ پیش کریں گی۔ شہریوں کو بنیادی سہولیات کی فراہمی اولین ترجیح ہے۔ (44, 376, 155, 513)
ad-brand-label: نئی بات (270, 1157, 315, 1177)
court-subtitle: سول جج فیملی ڈیرہ غازی خان (897, 1036, 1095, 1051)
ad-brand-label: نئی بات (542, 429, 588, 448)
court-notice (721, 2057, 859, 2338)
ad-name: پریمیم (70, 47, 109, 67)
ad-number: 21 (326, 857, 350, 877)
ad-number: 30 (165, 1157, 189, 1177)
court-notice (868, 1198, 1124, 1391)
ad-brand-label: نئی بات (409, 857, 454, 877)
contact-label: کلاسیفائیڈ اشتہارات کی بکنگ کیلئے رابطہ کریں (724, 43, 855, 63)
ad-number: 25 (326, 1907, 350, 1927)
ad-header (164, 1585, 316, 1606)
ad-block (325, 1337, 455, 1609)
ad-name: احسن اقبال (189, 729, 270, 748)
body-paragraph: عدالت ہذا میں دائر دعویٰ بابت ڈگری تنسیخ نکاح بوجہ خلع میں مدعا علیہ کو متعدد بار طلب کیا گیا مگر وہ عدالت میں حاضر نہ ہوا۔ لہٰذا بذریعہ اشتہار اخبار ہذا مدعا علیہ کو اطلاع دی جاتی ہے کہ وہ مقررہ تاریخ پیشی کو بوقت 8 بجے صبح اصالتاً یا وکالتاً حاضر عدالت ہو کر جواب دعویٰ داخل کرے بصورت دیگر اس کے خلاف کارروائی یکطرفہ عمل میں لائی جائے گی۔ (464, 1041, 588, 1191)
ad-header (325, 1615, 455, 1637)
body-paragraph: عدالت ہذا میں دائر دعویٰ بابت ڈگری تنسیخ نکاح بوجہ خلع میں مدعا علیہ کو متعدد بار طلب کیا گیا مگر وہ عدالت میں حاضر نہ ہوا۔ لہٰذا بذریعہ اشتہار اخبار ہذا مدعا علیہ کو اطلاع دی جاتی ہے کہ وہ مقررہ تاریخ پیشی کو بوقت 8 بجے صبح اصالتاً یا وکالتاً حاضر عدالت ہو کر جواب دعویٰ داخل کرے بصورت دیگر اس کے خلاف کارروائی یکطرفہ عمل میں لائی جائے گی۔ (725, 223, 855, 360)
body-paragraph: عدالت ہذا میں دائر دعویٰ بابت ڈگری تنسیخ نکاح بوجہ خلع میں مدعا علیہ کو متعدد بار طلب کیا گیا مگر وہ عدالت میں حاضر نہ ہوا۔ لہٰذا بذریعہ اشتہار اخبار ہذا مدعا علیہ کو اطلاع دی جاتی ہے کہ وہ مقررہ تاریخ پیشی کو بوقت 8 بجے صبح اصالتاً یا وکالتاً حاضر عدالت ہو کر جواب دعویٰ داخل کرے بصورت دیگر اس کے خلاف کارروائی یکطرفہ عمل میں لائی جائے گی۔ (164, 1465, 316, 1577)
body-paragraph: شہر میں مہنگائی کے خلاف تاجروں اور شہریوں نے احتجاج کیا۔ مظاہرین کا کہنا تھا کہ اشیائے خورونوش کی قیمتوں میں اضافے سے غریب طبقہ شدید متاثر ہو رہا ہے۔ انتظامیہ نے مذاکرات کے بعد مطالبات حکام بالا تک پہنچانے کی یقین دہانی کرائی۔ (164, 1611, 316, 1697)
body-paragraph: حکومت نے صوبے بھر میں ترقیاتی منصوبوں کی بروقت تکمیل کیلئے اقدامات کا اعلان کیا ہے۔ اجلاس میں فیصلہ کیا گیا کہ تمام منصوبوں کی نگرانی کیلئے خصوصی کمیٹیاں قائم کی جائیں گی جو ہر ماہ پیش رفت رپورٹ پیش کریں گی۔ شہریوں کو بنیادی سہولیات کی فراہمی اولین ترجیح ہے۔ (164, 861, 316, 960)
body-paragraph: ضلعی انتظامیہ کی جانب سے تجاوزات کے خلاف آپریشن جاری ہے۔ بازاروں میں دکانوں کے آگے رکھا گیا سامان ضبط کر لیا گیا جبکہ متعدد دکانداروں کو جرمانے بھی کئے گئے۔ حکام کا کہنا ہے کہ شہر کی خوبصورتی برقرار رکھنے کیلئے مہم جاری رہے گی۔ (44, 2283, 155, 2395)
body-paragraph: ضلعی انتظامیہ کی جانب سے تجاوزات کے خلاف آپریشن جاری ہے۔ بازاروں میں دکانوں کے آگے رکھا گیا سامان ضبط کر لیا گیا جبکہ متعدد دکانداروں کو جرمانے بھی کئے گئے۔ حکام کا کہنا ہے کہ شہر کی خوبصورتی برقرار رکھنے کیلئے مہم جاری رہے گی۔ (597, 1460, 712, 1559)
column-6 (717, 147, 863, 2327)
ad-header (597, 1314, 712, 1336)
ad-brand-label: نئی بات (813, 1383, 858, 1402)
ad-number: 23 (326, 1338, 350, 1357)
body-paragraph: پولیس کے مطابق ملزمان نے رات گئے گھر میں داخل ہو کر اہل خانہ کو یرغمال بنا لیا اور نقدی، طلائی زیورات اور موبائل فون لوٹ کر فرار ہو گئے۔ واقعہ کی اطلاع ملنے پر پولیس موقع پر پہنچ گئی اور شواہد اکٹھے کر کے مقدمہ درج کر لیا گیا۔ ملزمان کی گرفتاری کیلئے ٹیمیں تشکیل دے دی گئی ہیں۔ (721, 1155, 859, 1267)
body-paragraph: شہر میں مہنگائی کے خلاف تاجروں اور شہریوں نے احتجاج کیا۔ مظاہرین کا کہنا تھا کہ اشیائے خورونوش کی قیمتوں میں اضافے سے غریب طبقہ شدید متاثر ہو رہا ہے۔ انتظامیہ نے مذاکرات کے بعد مطالبات حکام بالا تک پہنچانے کی یقین دہانی کرائی۔ (872, 872, 1120, 920)
court-tag: FR (872, 1178, 886, 1187)
ad-block (464, 1782, 588, 2042)
body-paragraph: حکومت نے صوبے بھر میں ترقیاتی منصوبوں کی بروقت تکمیل کیلئے اقدامات کا اعلان کیا ہے۔ اجلاس میں فیصلہ کیا گیا کہ تمام منصوبوں کی نگرانی کیلئے خصوصی کمیٹیاں قائم کی جائیں گی جو ہر ماہ پیش رفت رپورٹ پیش کریں گی۔ شہریوں کو بنیادی سہولیات کی فراہمی اولین ترجیح ہے۔ (325, 483, 455, 595)
ad-number: 5 (598, 480, 623, 499)
ad-header (597, 1048, 712, 1070)
rent-ad-body: 6 مرلہ ڈبل سٹوری مکان، پانی بجلی گیس موجود، کارنر پلاٹ، ڈبل کچن، 4 بیڈ روم، رابطہ: (872, 768, 1120, 790)
logo-top: نئی بات (1008, 45, 1119, 84)
column-4 (460, 39, 592, 2040)
notice-body: نئی بات کلاسیفائیڈ اشتہارات کی اشاعت کا مقصد قارئین کو معلومات فراہم کرنا ہے۔ اشتہار میں دی گئی معلومات کی تصدیق کی ذمہ داری قارئین پر ہے۔ ادارہ کسی بھی قسم کے لین دین کا ذمہ دار نہیں ہوگا۔ • سوموار تا ہفتہ صبح 9 سے شام 5 بجے تک اشتہارات بک کروائے جا سکتے ہیں۔ • ویلنٹائن، کھوئے ہوئے کاغذات اور اعلانات ولدیت کے اشتہارات کی بکنگ کیلئے شناختی کارڈ کی کاپی ہمراہ لائیں۔ • عمومی و کاروباری اشتہارات صرف پیشگی ادائیگی پر شائع کئے جائیں گے۔ (871, 181, 1120, 284)
ad-brand-label: نئی بات (542, 163, 588, 182)
city-skyline-icon (956, 47, 1015, 90)
ad-block (464, 908, 588, 1193)
body-paragraph: ضلعی انتظامیہ کی جانب سے تجاوزات کے خلاف آپریشن جاری ہے۔ بازاروں میں دکانوں کے آگے رکھا گیا سامان ضبط کر لیا گیا جبکہ متعدد دکانداروں کو جرمانے بھی کئے گئے۔ حکام کا کہنا ہے کہ شہر کی خوبصورتی برقرار رکھنے کیلئے مہم جاری رہے گی۔ (164, 1371, 316, 1457)
ad-block (164, 274, 316, 722)
body-paragraph: حکومت نے صوبے بھر میں ترقیاتی منصوبوں کی بروقت تکمیل کیلئے اقدامات کا اعلان کیا ہے۔ اجلاس میں فیصلہ کیا گیا کہ تمام منصوبوں کی نگرانی کیلئے خصوصی کمیٹیاں قائم کی جائیں گی جو ہر ماہ پیش رفت رپورٹ پیش کریں گی۔ شہریوں کو بنیادی سہولیات کی فراہمی اولین ترجیح ہے۔ (164, 527, 316, 626)
ad-brand-label: نئی بات (109, 1185, 154, 1204)
ad-number: 1 (722, 1130, 746, 1149)
ad-number: 34 (45, 1185, 70, 1204)
body-paragraph: حکومت نے صوبے بھر میں ترقیاتی منصوبوں کی بروقت تکمیل کیلئے اقدامات کا اعلان کیا ہے۔ اجلاس میں فیصلہ کیا گیا کہ تمام منصوبوں کی نگرانی کیلئے خصوصی کمیٹیاں قائم کی جائیں گی جو ہر ماہ پیش رفت رپورٹ پیش کریں گی۔ شہریوں کو بنیادی سہولیات کی فراہمی اولین ترجیح ہے۔ (464, 188, 588, 313)
body-paragraph: حکومت نے صوبے بھر میں ترقیاتی منصوبوں کی بروقت تکمیل کیلئے اقدامات کا اعلان کیا ہے۔ اجلاس میں فیصلہ کیا گیا کہ تمام منصوبوں کی نگرانی کیلئے خصوصی کمیٹیاں قائم کی جائیں گی جو ہر ماہ پیش رفت رپورٹ پیش کریں گی۔ شہریوں کو بنیادی سہولیات کی فراہمی اولین ترجیح ہے۔ (164, 73, 316, 172)
court-title: بعدالت جناب ساجد علی صاحب (910, 839, 1082, 853)
body-paragraph: شہر میں مہنگائی کے خلاف تاجروں اور شہریوں نے احتجاج کیا۔ مظاہرین کا کہنا تھا کہ اشیائے خورونوش کی قیمتوں میں اضافے سے غریب طبقہ شدید متاثر ہو رہا ہے۔ انتظامیہ نے مذاکرات کے بعد مطالبات حکام بالا تک پہنچانے کی یقین دہانی کرائی۔ (868, 683, 1124, 732)
ad-block (597, 1314, 712, 1561)
body-paragraph: عدالت ہذا میں دائر دعویٰ بابت ڈگری تنسیخ نکاح بوجہ خلع میں مدعا علیہ کو متعدد بار طلب کیا گیا مگر وہ عدالت میں حاضر نہ ہوا۔ لہٰذا بذریعہ اشتہار اخبار ہذا مدعا علیہ کو اطلاع دی جاتی ہے کہ وہ مقررہ تاریخ پیشی کو بوقت 8 بجے صبح اصالتاً یا وکالتاً حاضر عدالت ہو کر جواب دعویٰ داخل کرے بصورت دیگر اس کے خلاف کارروائی یکطرفہ عمل میں لائی جائے گی۔ (164, 300, 316, 412)
ad-name: شاہد مری (350, 1097, 409, 1117)
ad-brand-label: نئی بات (270, 1586, 315, 1605)
court-tag: FR (872, 996, 886, 1006)
body-paragraph: شہر میں مہنگائی کے خلاف تاجروں اور شہریوں نے احتجاج کیا۔ مظاہرین کا کہنا تھا کہ اشیائے خورونوش کی قیمتوں میں اضافے سے غریب طبقہ شدید متاثر ہو رہا ہے۔ انتظامیہ نے مذاکرات کے بعد مطالبات حکام بالا تک پہنچانے کی یقین دہانی کرائی۔ (464, 694, 588, 793)
body-paragraph: عدالت ہذا میں دائر دعویٰ بابت ڈگری تنسیخ نکاح بوجہ خلع میں مدعا علیہ کو متعدد بار طلب کیا گیا مگر وہ عدالت میں حاضر نہ ہوا۔ لہٰذا بذریعہ اشتہار اخبار ہذا مدعا علیہ کو اطلاع دی جاتی ہے کہ وہ مقررہ تاریخ پیشی کو بوقت 8 بجے صبح اصالتاً یا وکالتاً حاضر عدالت ہو کر جواب دعویٰ داخل کرے بصورت دیگر اس کے خلاف کارروائی یکطرفہ عمل میں لائی جائے گی۔ (597, 188, 712, 338)
ad-name: میڈیکل اسٹاف (70, 2015, 108, 2041)
body-paragraph: مدعیہ نے عدالت میں موقف اختیار کیا کہ اس کا نکاح مدعا علیہ سے شرعی طریقے سے ہوا تھا مگر مدعا علیہ نے اسے نان و نفقہ ادا نہیں کیا اور گھر سے نکال دیا۔ مدعیہ نے استدعا کی کہ نکاح تنسیخ کیا جائے اور حق مہر و جہیز کا سامان واپس دلایا جائے۔ (721, 1515, 859, 1601)
ad-name: شانی کمپیوٹر (70, 641, 109, 661)
ad-header (464, 908, 588, 930)
body-paragraph: مدعیہ نے عدالت میں موقف اختیار کیا کہ اس کا نکاح مدعا علیہ سے شرعی طریقے سے ہوا تھا مگر مدعا علیہ نے اسے نان و نفقہ ادا نہیں کیا اور گھر سے نکال دیا۔ مدعیہ نے استدعا کی کہ نکاح تنسیخ کیا جائے اور حق مہر و جہیز کا سامان واپس دلایا جائے۔ (164, 179, 316, 266)
ad-brand-label: نئی بات (109, 47, 154, 67)
ad-number: 8 (598, 1315, 623, 1335)
ad-name: انتخاب (189, 1157, 270, 1177)
ad-name: زنگ (489, 669, 542, 688)
body-paragraph: مدعیہ نے عدالت میں موقف اختیار کیا کہ اس کا نکاح مدعا علیہ سے شرعی طریقے سے ہوا تھا مگر مدعا علیہ نے اسے نان و نفقہ ادا نہیں کیا اور گھر سے نکال دیا۔ مدعیہ نے استدعا کی کہ نکاح تنسیخ کیا جائے اور حق مہر و جہیز کا سامان واپس دلایا جائے۔ (725, 1943, 855, 2042)
ad-block (325, 856, 455, 1090)
ad-name: 2 ملزم گرفتار (489, 1501, 542, 1527)
ad-number: 13 (465, 669, 489, 688)
ad-brand-label: نئی بات (409, 47, 454, 67)
body-paragraph: حکومت نے صوبے بھر میں ترقیاتی منصوبوں کی بروقت تکمیل کیلئے اقدامات کا اعلان کیا ہے۔ اجلاس میں فیصلہ کیا گیا کہ تمام منصوبوں کی نگرانی کیلئے خصوصی کمیٹیاں قائم کی جائیں گی جو ہر ماہ پیش رفت رپورٹ پیش کریں گی۔ شہریوں کو بنیادی سہولیات کی فراہمی اولین ترجیح ہے۔ (721, 1408, 859, 1507)
ad-name: نوجوان قتل (623, 480, 666, 499)
body-paragraph: پولیس کے مطابق ملزمان نے رات گئے گھر میں داخل ہو کر اہل خانہ کو یرغمال بنا لیا اور نقدی، طلائی زیورات اور موبائل فون لوٹ کر فرار ہو گئے۔ واقعہ کی اطلاع ملنے پر پولیس موقع پر پہنچ گئی اور شواہد اکٹھے کر کے مقدمہ درج کر لیا گیا۔ ملزمان کی گرفتاری کیلئے ٹیمیں تشکیل دے دی گئی ہیں۔ (325, 364, 455, 476)
ad-number: 10 (598, 1859, 623, 1879)
ad-header (164, 1156, 316, 1178)
court-title: بعدالت جناب تحصیلدار صاحب (914, 355, 1078, 369)
ad-block (325, 46, 455, 331)
body-paragraph: ضلعی انتظامیہ کی جانب سے تجاوزات کے خلاف آپریشن جاری ہے۔ بازاروں میں دکانوں کے آگے رکھا گیا سامان ضبط کر لیا گیا جبکہ متعدد دکانداروں کو جرمانے بھی کئے گئے۔ حکام کا کہنا ہے کہ شہر کی خوبصورتی برقرار رکھنے کیلئے مہم جاری رہے گی۔ (725, 1001, 855, 1100)
ad-brand-label: نئی بات (666, 1315, 711, 1335)
court-notice (868, 1017, 1124, 1193)
ad-brand-label: نئی بات (409, 1616, 454, 1636)
body-paragraph: ضلعی انتظامیہ کی جانب سے تجاوزات کے خلاف آپریشن جاری ہے۔ بازاروں میں دکانوں کے آگے رکھا گیا سامان ضبط کر لیا گیا جبکہ متعدد دکانداروں کو جرمانے بھی کئے گئے۔ حکام کا کہنا ہے کہ شہر کی خوبصورتی برقرار رکھنے کیلئے مہم جاری رہے گی۔ (464, 934, 588, 1034)
notice-title: برائے اطلاع قارئین، مشتہرین (871, 153, 1120, 173)
body-paragraph: حکومت نے صوبے بھر میں ترقیاتی منصوبوں کی بروقت تکمیل کیلئے اقدامات کا اعلان کیا ہے۔ اجلاس میں فیصلہ کیا گیا کہ تمام منصوبوں کی نگرانی کیلئے خصوصی کمیٹیاں قائم کی جائیں گی جو ہر ماہ پیش رفت رپورٹ پیش کریں گی۔ شہریوں کو بنیادی سہولیات کی فراہمی اولین ترجیح ہے۔ (868, 615, 1124, 676)
ad-header (44, 631, 155, 671)
ad-block (164, 1156, 316, 1579)
body-paragraph: مدعیہ نے عدالت میں موقف اختیار کیا کہ اس کا نکاح مدعا علیہ سے شرعی طریقے سے ہوا تھا مگر مدعا علیہ نے اسے نان و نفقہ ادا نہیں کیا اور گھر سے نکال دیا۔ مدعیہ نے استدعا کی کہ نکاح تنسیخ کیا جائے اور حق مہر و جہیز کا سامان واپس دلایا جائے۔ (325, 883, 455, 982)
ad-brand-label: نئی بات (409, 2173, 454, 2193)
masthead (863, 39, 1128, 148)
ad-number: 32 (45, 47, 70, 67)
body-paragraph: حکومت نے صوبے بھر میں ترقیاتی منصوبوں کی بروقت تکمیل کیلئے اقدامات کا اعلان کیا ہے۔ اجلاس میں فیصلہ کیا گیا کہ تمام منصوبوں کی نگرانی کیلئے خصوصی کمیٹیاں قائم کی جائیں گی جو ہر ماہ پیش رفت رپورٹ پیش کریں گی۔ شہریوں کو بنیادی سہولیات کی فراہمی اولین ترجیح ہے۔ (44, 799, 155, 936)
body-paragraph: پولیس کے مطابق ملزمان نے رات گئے گھر میں داخل ہو کر اہل خانہ کو یرغمال بنا لیا اور نقدی، طلائی زیورات اور موبائل فون لوٹ کر فرار ہو گئے۔ واقعہ کی اطلاع ملنے پر پولیس موقع پر پہنچ گئی اور شواہد اکٹھے کر کے مقدمہ درج کر لیا گیا۔ ملزمان کی گرفتاری کیلئے ٹیمیں تشکیل دے دی گئی ہیں۔ (164, 754, 316, 853)
